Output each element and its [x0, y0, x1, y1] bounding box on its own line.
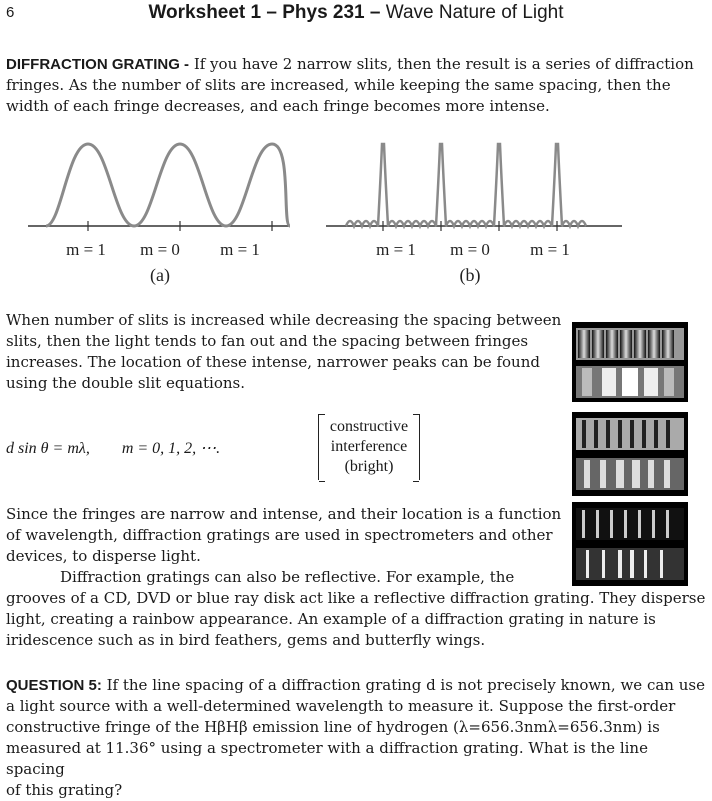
curve-a: [46, 144, 290, 226]
page-number: 6: [6, 4, 15, 21]
applications-line-6: light, creating a rainbow appearance. An example of a diffraction grating in nature is: [6, 610, 656, 628]
question-heading: QUESTION 5:: [6, 677, 102, 694]
intro-paragraph: [6, 54, 706, 117]
intro-line-2: fringes. As the number of slits are increased, while keeping the same spacing, then the: [6, 76, 671, 94]
slits-line-2: slits, then the light tends to fan out and the spacing between fringes: [6, 332, 529, 350]
applications-line-7: iridescence such as in bird feathers, gems and butterfly wings.: [6, 631, 486, 649]
applications-line-5: grooves of a CD, DVD or blue ray disk act like a reflective diffraction grating. They disperse: [6, 589, 706, 607]
section-heading-diffraction: DIFFRACTION GRATING -: [6, 56, 190, 73]
fringe-image-2-svg: [572, 412, 688, 496]
question-line-4: measured at 11.36° using a spectrometer with a diffraction grating. What is the line spacing: [6, 739, 648, 778]
fringe-image-1-svg: [572, 322, 688, 402]
equation-text: [6, 438, 220, 458]
applications-line-1: Since the fringes are narrow and intense, and their location is a function: [6, 505, 562, 523]
intro-line-3: width of each fringe decreases, and each fringe becomes more intense.: [6, 97, 550, 115]
equation-note: [319, 417, 419, 477]
slits-line-1: When number of slits is increased while decreasing the spacing between: [6, 311, 562, 329]
slits-paragraph: [6, 310, 566, 394]
label-a-center: m = 0: [140, 240, 180, 259]
question-line-2: a light source with a well-determined wavelength to measure it. Suppose the first-order: [6, 697, 676, 715]
note-line-3: (bright): [344, 458, 394, 475]
question-paragraph: [6, 675, 708, 801]
title-bold: Worksheet 1 – Phys 231 –: [148, 2, 381, 23]
caption-a: (a): [150, 265, 170, 285]
page-title: [0, 2, 712, 24]
applications-line-2: of wavelength, diffraction gratings are used in spectrometers and other: [6, 526, 553, 544]
question-line-3: constructive fringe of the HβHβ emission line of hydrogen (λ=656.3nmλ=656.3nm) is: [6, 718, 660, 736]
applications-line-3: devices, to disperse light.: [6, 547, 201, 565]
label-b-right: m = 1: [530, 240, 570, 259]
diffraction-figure-svg: [28, 130, 628, 295]
slits-line-3: increases. The location of these intense, narrower peaks can be found: [6, 353, 540, 371]
intro-line-1: If you have 2 narrow slits, then the result is a series of diffraction: [189, 55, 694, 73]
note-line-1: constructive: [329, 418, 409, 435]
equation-lhs: d sin θ = mλ,: [6, 440, 90, 457]
applications-paragraph: [6, 504, 706, 651]
note-line-2: interference: [330, 438, 408, 455]
label-a-right: m = 1: [220, 240, 260, 259]
grating-equation: [6, 414, 426, 484]
question-line-5: of this grating?: [6, 781, 123, 799]
applications-line-4: Diffraction gratings can also be reflective. For example, the: [60, 568, 515, 586]
fringe-image-2: [572, 412, 688, 496]
slits-line-4: using the double slit equations.: [6, 374, 246, 392]
label-b-center: m = 0: [450, 240, 490, 259]
equation-rhs: m = 0, 1, 2, ⋯.: [121, 440, 221, 457]
caption-b: (b): [459, 265, 481, 285]
curve-b: [346, 144, 586, 226]
label-a-left: m = 1: [66, 240, 106, 259]
title-rest: Wave Nature of Light: [380, 2, 564, 23]
fringe-image-1: [572, 322, 688, 402]
question-line-1: If the line spacing of a diffraction grating d is not precisely known, we can use: [101, 676, 705, 694]
label-b-left: m = 1: [376, 240, 416, 259]
equation-note-bracket: [318, 414, 420, 480]
diffraction-figure: [28, 130, 628, 295]
